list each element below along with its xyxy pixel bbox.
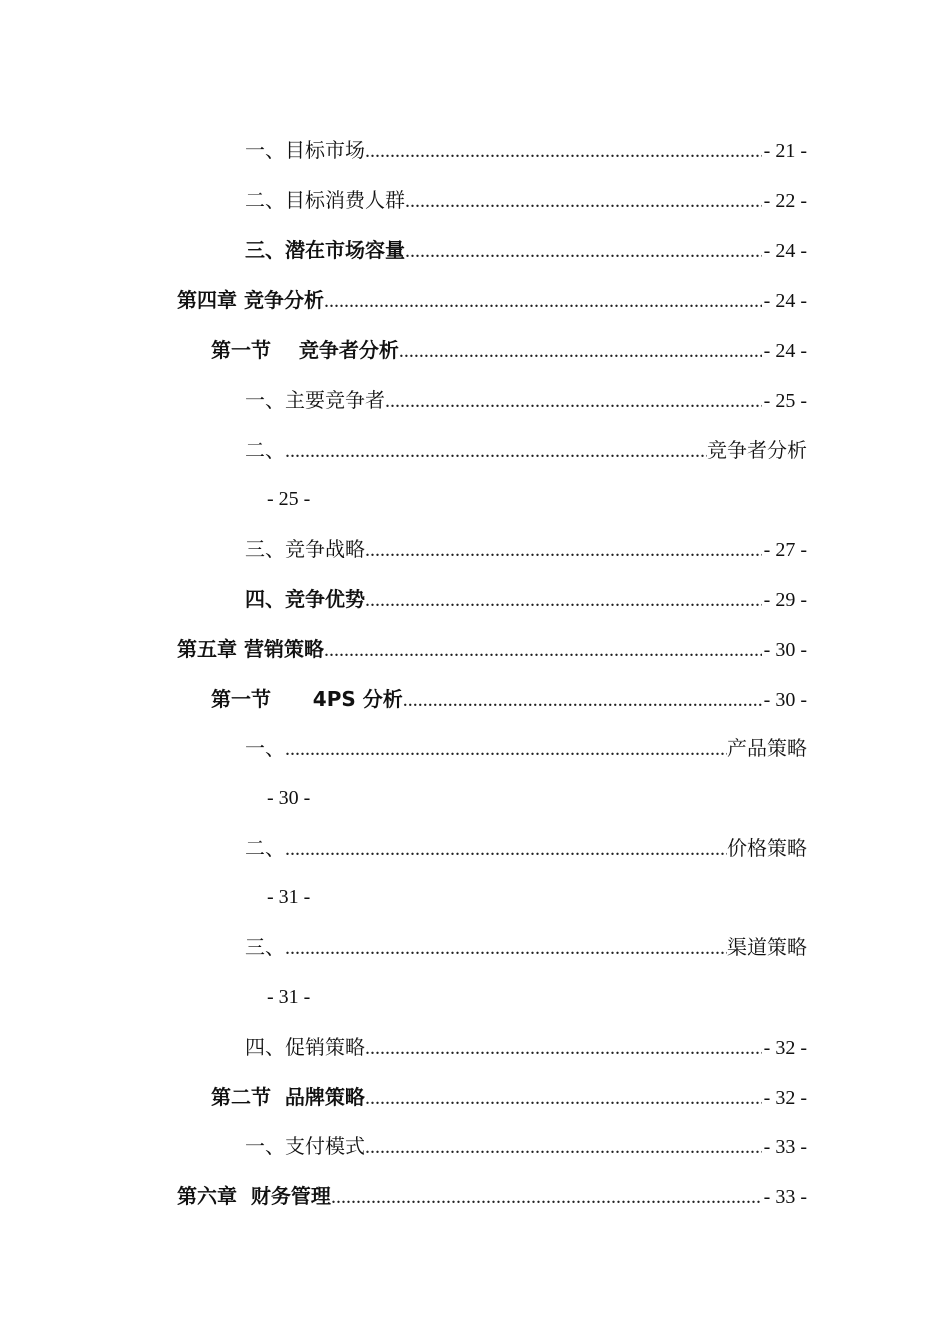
toc-entry[interactable] — [245, 135, 807, 165]
dot-leader — [331, 1182, 762, 1212]
dot-leader — [399, 336, 762, 366]
toc-entry-title: 价格策略 — [727, 836, 807, 860]
toc-entry-label: 第五章 营销策略 — [177, 637, 324, 661]
toc-entry-page: - 33 - — [763, 1186, 807, 1208]
dot-leader — [324, 286, 762, 316]
toc-entry-label: 二、目标消费人群 — [245, 188, 405, 212]
toc-entry-title: 竞争者分析 — [707, 438, 807, 462]
toc-entry-label: 第一节 4PS 分析 — [211, 687, 403, 711]
toc-entry-page: - 25 - — [763, 390, 807, 412]
toc-entry-label: 二、 — [245, 836, 285, 860]
toc-entry-label: 第一节 竞争者分析 — [211, 338, 399, 362]
dot-leader — [324, 635, 762, 665]
toc-entry-label: 一、 — [245, 736, 285, 760]
toc-entry-page: - 32 - — [763, 1087, 807, 1109]
toc-entry-label: 三、竞争战略 — [245, 537, 365, 561]
toc-entry[interactable] — [245, 833, 807, 863]
toc-entry-page: - 27 - — [763, 539, 807, 561]
toc-entry[interactable] — [245, 235, 807, 265]
toc-entry-label: 四、促销策略 — [245, 1035, 365, 1059]
dot-leader — [405, 186, 762, 216]
dot-leader — [365, 1083, 762, 1113]
toc-entry[interactable] — [245, 435, 807, 465]
toc-entry-page: - 21 - — [763, 140, 807, 162]
toc-entry-label: 一、支付模式 — [245, 1134, 365, 1158]
toc-entry-page: - 30 - — [763, 639, 807, 661]
dot-leader — [285, 933, 727, 963]
toc-entry-page: - 25 - — [267, 488, 311, 510]
toc-chapter-entry[interactable] — [177, 285, 807, 315]
toc-chapter-entry[interactable] — [177, 1181, 807, 1211]
toc-entry[interactable] — [245, 385, 807, 415]
toc-chapter-entry[interactable] — [177, 634, 807, 664]
dot-leader — [405, 236, 762, 266]
toc-entry[interactable] — [245, 584, 807, 614]
toc-entry-label: 第二节 品牌策略 — [211, 1085, 365, 1109]
dot-leader — [285, 734, 727, 764]
toc-entry-page: - 31 - — [267, 886, 311, 908]
toc-entry-page: - 31 - — [267, 986, 311, 1008]
dot-leader — [385, 386, 762, 416]
dot-leader — [285, 436, 707, 466]
toc-entry-label: 二、 — [245, 438, 285, 462]
toc-entry-label: 一、主要竞争者 — [245, 388, 385, 412]
toc-entry[interactable] — [245, 534, 807, 564]
toc-entry-label: 四、竞争优势 — [245, 587, 365, 611]
toc-entry-label: 三、潜在市场容量 — [245, 238, 405, 262]
toc-entry-page: - 29 - — [763, 589, 807, 611]
dot-leader — [365, 136, 762, 166]
dot-leader — [365, 535, 762, 565]
toc-entry-page: - 24 - — [763, 340, 807, 362]
dot-leader — [365, 585, 762, 615]
toc-entry-label: 三、 — [245, 935, 285, 959]
toc-entry-page: - 24 - — [763, 290, 807, 312]
toc-entry[interactable] — [245, 932, 807, 962]
toc-entry[interactable] — [245, 1032, 807, 1062]
toc-entry[interactable] — [245, 1131, 807, 1161]
toc-entry-title: 产品策略 — [727, 736, 807, 760]
toc-section-entry[interactable] — [211, 335, 807, 365]
toc-entry[interactable] — [245, 733, 807, 763]
dot-leader — [365, 1033, 762, 1063]
toc-entry-page: - 22 - — [763, 190, 807, 212]
toc-entry-page: - 30 - — [267, 787, 311, 809]
toc-entry-page: - 30 - — [763, 689, 807, 711]
toc-entry-page: - 24 - — [763, 240, 807, 262]
toc-entry-page: - 32 - — [763, 1037, 807, 1059]
toc-entry-label: 第四章 竞争分析 — [177, 288, 324, 312]
dot-leader — [403, 685, 762, 715]
toc-entry-label: 一、目标市场 — [245, 138, 365, 162]
toc-section-entry[interactable] — [211, 1082, 807, 1112]
toc-entry-page: - 33 - — [763, 1136, 807, 1158]
dot-leader — [365, 1132, 762, 1162]
toc-entry-title: 渠道策略 — [727, 935, 807, 959]
toc-entry[interactable] — [245, 185, 807, 215]
toc-section-entry[interactable] — [211, 684, 807, 714]
dot-leader — [285, 834, 727, 864]
toc-entry-label: 第六章 财务管理 — [177, 1184, 331, 1208]
